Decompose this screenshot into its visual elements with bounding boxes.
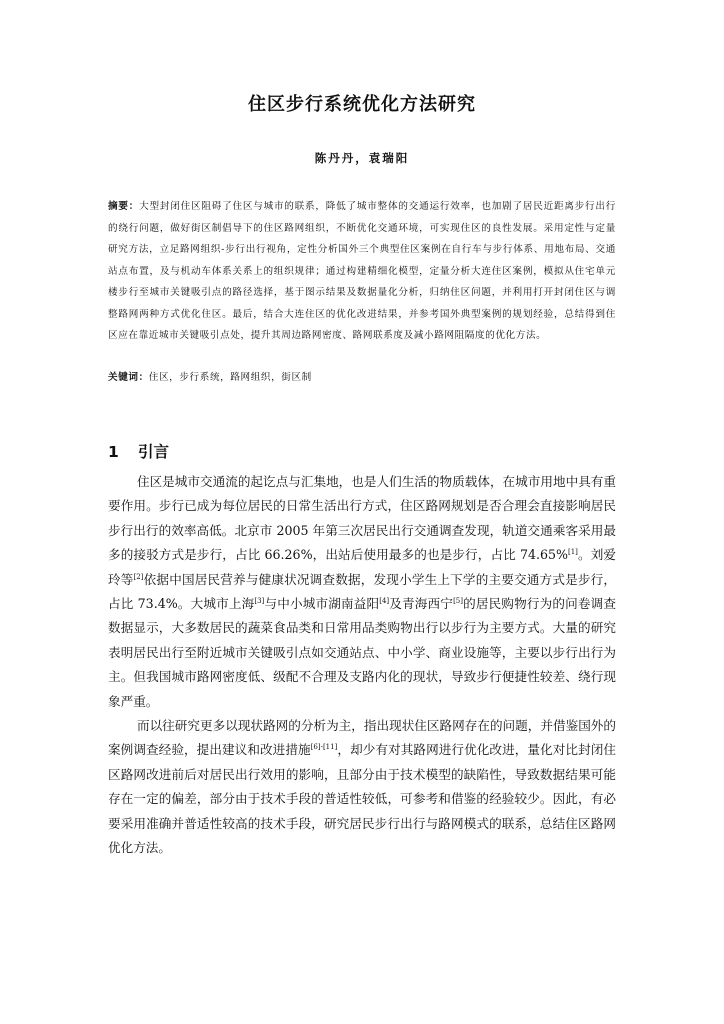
citation-ref: [5] (453, 596, 463, 605)
paragraph-text: 及青海西宁 (389, 596, 454, 612)
abstract-label: 摘要： (108, 201, 140, 212)
citation-ref: [6]-[11] (310, 743, 338, 752)
paragraph-text: 依据中国居民营养与健康状况调查数据，发现小学生上下学的主要交通方式是步行，占比 73.4%。大城市上海 (108, 571, 617, 612)
citation-ref: [2] (133, 572, 144, 581)
paragraph-text: 与中小城市湖南益阳 (264, 596, 380, 612)
body-paragraph (108, 714, 616, 860)
paragraph-text: 的居民购物行为的问卷调查数据显示，大多数居民的蔬菜食品类和日常用品类购物出行以步行为主要方式。大量的研究表明居民出行至附近城市关键吸引点如交通站点、中小学、商业设施等，主要以步行出行为主。但我国城市路网密度低、级配不合理及支路内化的现状，导致步行便捷性较差、绕行现象严重。 (108, 596, 617, 709)
keywords (108, 371, 616, 385)
keywords-label: 关键词： (108, 372, 149, 383)
body-paragraph (108, 470, 616, 714)
section-body (108, 470, 616, 861)
citation-ref: [1] (567, 548, 578, 557)
paragraph-text: 。刘爱玲等 (108, 547, 617, 587)
citation-ref: [3] (254, 596, 265, 605)
citation-ref: [4] (379, 596, 390, 605)
paragraph-text: 而以往研究更多以现状路网的分析为主，指出现状住区路网存在的问题，并借鉴国外的案例调查经验，提出建议和改进措施 (108, 718, 616, 758)
paragraph-text: 住区是城市交通流的起讫点与汇集地，也是人们生活的物质载体，在城市用地中具有重要作用。步行已成为每位居民的日常生活出行方式，住区路网规划是否合理会直接影响居民步行出行的效率高低。北京市 2005 年第三次居民出行交通调查发现，轨道交通乘客采用最多的接驳方式是步行，占比 66.26%，出站后使用最多的也是步行，占比 74.65% (108, 474, 616, 563)
section-title: 引言 (138, 443, 170, 461)
paper-title: 住区步行系统优化方法研究 (248, 94, 476, 115)
keywords-text: 住区，步行系统，路网组织，街区制 (148, 372, 312, 383)
abstract (108, 196, 616, 347)
section-number: 1 (108, 443, 119, 461)
abstract-text: 大型封闭住区阻碍了住区与城市的联系，降低了城市整体的交通运行效率，也加剧了居民近距离步行出行的绕行问题，做好街区制倡导下的住区路网组织，不断优化交通环境，可实现住区的良性发展。采用定性与定量研究方法，立足路网组织-步行出行视角，定性分析国外三个典型住区案例在自行车与步行体系、用地布局、交通站点布置，及与机动车体系关系上的组织规律；通过构建精细化模型，定量分析大连住区案例，模拟从住宅单元楼步行至城市关键吸引点的路径选择，基于图示结果及数据量化分析，归纳住区问题，并利用打开封闭住区与调整路网两种方式优化住区。最后，结合大连住区的优化改进结果，并参考国外典型案例的规划经验，总结得到住区应在靠近城市关键吸引点处，提升其周边路网密度、路网联系度及减小路网阻隔度的优化方法。 (108, 201, 616, 341)
paragraph-text: ，却少有对其路网进行优化改进，量化对比封闭住区路网改进前后对居民出行效用的影响，且部分由于技术模型的缺陷性，导致数据结果可能存在一定的偏差，部分由于技术手段的普适性较低，可参考和借鉴的经验较少。因此，有必要采用准确并普适性较高的技术手段，研究居民步行出行与路网模式的联系，总结住区路网优化方法。 (108, 742, 617, 856)
paper-authors: 陈丹丹，袁瑞阳 (314, 151, 410, 165)
section-heading (108, 440, 169, 462)
